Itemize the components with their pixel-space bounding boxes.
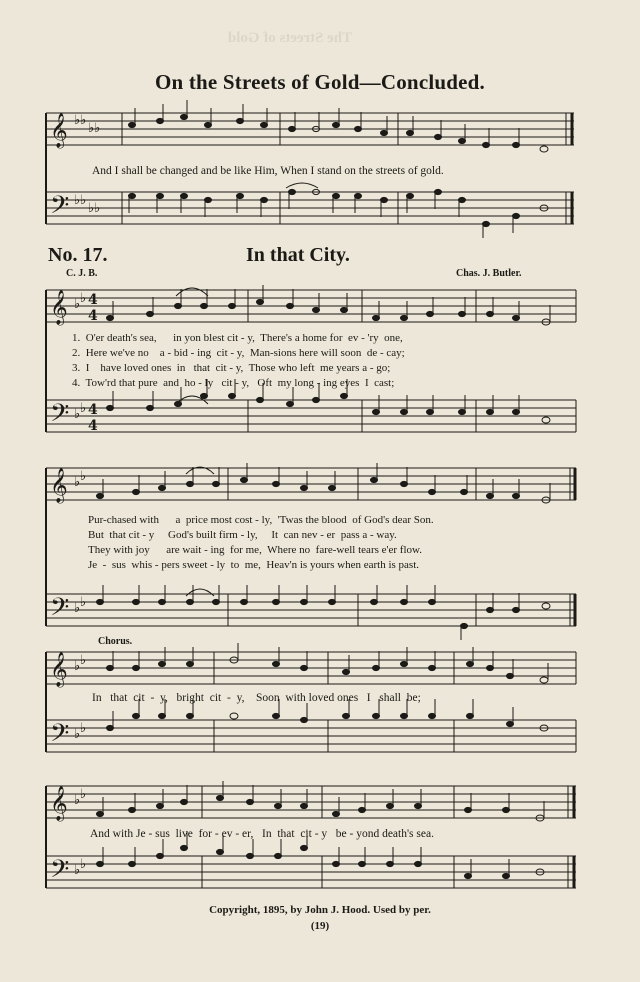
page-number: (19) — [310, 920, 330, 932]
svg-text:♭: ♭ — [80, 857, 87, 872]
treble-clef-icon: 𝄞 — [50, 113, 68, 148]
svg-text:4: 4 — [88, 402, 98, 418]
svg-text:♭: ♭ — [74, 659, 81, 674]
bass-clef-icon: 𝄢 — [50, 855, 70, 890]
chorus-line-2: And with Je - sus live for - ev - er, In that cit - y be - yond death's sea. — [90, 828, 434, 840]
svg-text:♭: ♭ — [80, 721, 87, 736]
svg-text:4: 4 — [88, 308, 98, 324]
bass-clef-icon: 𝄢 — [50, 593, 70, 628]
verse-3-line-b: They with joy are wait - ing for me, Where no fare-well tears e'er flow. — [88, 544, 422, 556]
verse-3-line-a: 3. I have loved ones in that cit - y, Those who left me years a - go; — [72, 362, 391, 374]
svg-text:♭: ♭ — [74, 601, 81, 616]
svg-text:♭: ♭ — [74, 727, 81, 742]
treble-clef-icon: 𝄞 — [50, 290, 68, 325]
music-by-credit: Chas. J. Butler. — [456, 268, 522, 279]
verse-1-line-a: 1. O'er death's sea, in yon blest cit - y, There's a home for ev - 'ry one, — [72, 332, 403, 344]
copyright-notice: Copyright, 1895, by John J. Hood. Used by per. — [209, 904, 431, 916]
svg-text:♭: ♭ — [80, 401, 87, 416]
song-title-concluded: On the Streets of Gold—Concluded. — [155, 70, 485, 94]
verse-4-line-b: Je - sus whis - pers sweet - ly to me, Heav'n is yours when earth is past. — [88, 559, 420, 571]
svg-text:♭: ♭ — [74, 863, 81, 878]
song-title: In that City. — [246, 244, 350, 266]
bass-clef-icon: 𝄢 — [50, 399, 70, 434]
verse-4-line-a: 4. Tow'rd that pure and ho - ly cit - y, Oft my long - ing eyes I cast; — [72, 377, 395, 389]
svg-text:♭: ♭ — [80, 469, 87, 484]
treble-staff-1 — [46, 113, 574, 145]
svg-text:♭♭: ♭♭ — [74, 113, 87, 128]
verse-2-line-b: But that cit - y God's built firm - ly, It can nev - er pass a - way. — [88, 529, 397, 541]
chorus-line-1: In that cit - y, bright cit - y, Soon with loved ones I shall be; — [92, 692, 421, 704]
bleed-through-text: The Streets of Gold — [227, 30, 353, 46]
svg-text:♭: ♭ — [74, 793, 81, 808]
svg-text:♭: ♭ — [74, 475, 81, 490]
treble-clef-icon: 𝄞 — [50, 786, 68, 821]
svg-text:♭: ♭ — [74, 407, 81, 422]
svg-text:♭: ♭ — [80, 595, 87, 610]
svg-text:♭♭: ♭♭ — [88, 121, 101, 136]
svg-text:♭: ♭ — [74, 297, 81, 312]
bass-staff-1 — [46, 192, 574, 224]
words-by-credit: C. J. B. — [66, 268, 98, 279]
svg-text:♭♭: ♭♭ — [88, 201, 101, 216]
svg-text:♭: ♭ — [80, 787, 87, 802]
svg-text:♭: ♭ — [80, 291, 87, 306]
svg-text:♭: ♭ — [80, 653, 87, 668]
svg-text:♭♭: ♭♭ — [74, 193, 87, 208]
svg-text:4: 4 — [88, 292, 98, 308]
svg-text:4: 4 — [88, 418, 98, 434]
song-number: No. 17. — [48, 244, 108, 266]
bass-clef-icon: 𝄢 — [50, 719, 70, 754]
chorus-label: Chorus. — [98, 636, 133, 647]
treble-clef-icon: 𝄞 — [50, 652, 68, 687]
verse-2-line-a: 2. Here we've no a - bid - ing cit - y, Man-sions here will soon de - cay; — [72, 347, 405, 359]
treble-clef-icon: 𝄞 — [50, 468, 68, 503]
lyric-line: And I shall be changed and be like Him, When I stand on the streets of gold. — [92, 165, 444, 177]
verse-1-line-b: Pur-chased with a price most cost - ly, 'Twas the blood of God's dear Son. — [88, 514, 434, 526]
bass-clef-icon: 𝄢 — [50, 191, 70, 226]
